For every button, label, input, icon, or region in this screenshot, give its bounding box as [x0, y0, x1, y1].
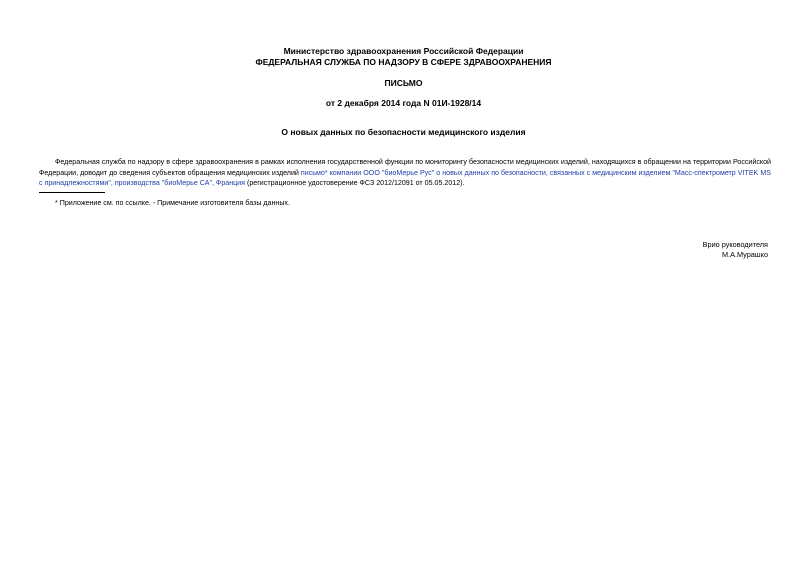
document-type: ПИСЬМО	[384, 78, 423, 88]
letter-link[interactable]: письмо*	[300, 168, 328, 177]
document-subject: О новых данных по безопасности медицинского изделия	[281, 127, 526, 137]
device-info-link[interactable]: о новых данных по безопасности, связанных с медицинским изделием "Масс-спектрометр VITEK MS с принадлежностями", производства "биоМерье СА", Франция	[39, 168, 771, 188]
signatory-position: Врио руководителя	[702, 240, 768, 249]
letter-body	[39, 157, 771, 189]
service-title: ФЕДЕРАЛЬНАЯ СЛУЖБА ПО НАДЗОРУ В СФЕРЕ ЗДРАВООХРАНЕНИЯ	[255, 57, 552, 67]
body-text-part2: (регистрационное удостоверение ФСЗ 2012/12091 от 05.05.2012).	[245, 179, 465, 188]
body-text-part1: Федеральная служба по надзору в сфере здравоохранения в рамках исполнения государственной функции по мониторингу безопасности медицинских изделий, находящихся в обращении на территории Российской Федерации, доводит до сведения субъектов обращения медицинских изделий	[39, 158, 771, 177]
footnote-divider	[39, 192, 105, 193]
footnote: * Приложение см. по ссылке. - Примечание изготовителя базы данных.	[55, 199, 290, 207]
company-link[interactable]: компании ООО "биоМерье Рус"	[329, 168, 435, 177]
ministry-title: Министерство здравоохранения Российской Федерации	[283, 46, 524, 56]
signatory-name: М.А.Мурашко	[721, 250, 768, 259]
document-date-number: от 2 декабря 2014 года N 01И-1928/14	[325, 98, 482, 108]
